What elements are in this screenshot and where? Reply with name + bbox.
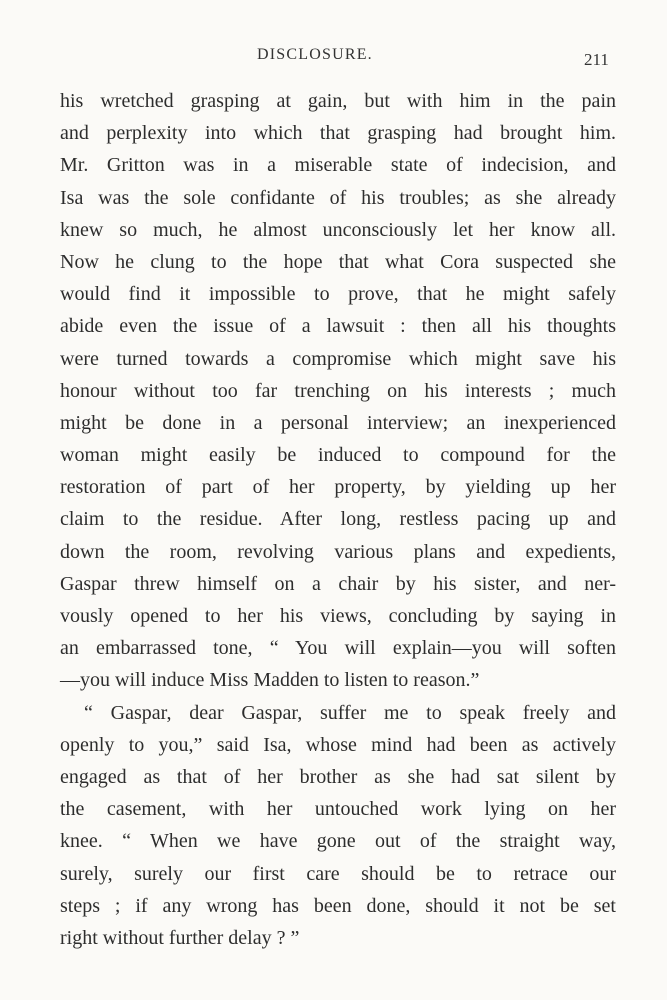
text-line: right without further delay ? ” bbox=[60, 926, 300, 949]
text-line: woman might easily be induced to compound for the bbox=[60, 444, 616, 467]
text-line: Now he clung to the hope that what Cora suspected she bbox=[60, 250, 616, 273]
text-line: down the room, revolving various plans and expedients, bbox=[60, 540, 616, 563]
text-line: abide even the issue of a lawsuit : then all his thoughts bbox=[60, 315, 616, 338]
text-line: and perplexity into which that grasping had brought him. bbox=[60, 122, 616, 145]
text-line: his wretched grasping at gain, but with him in the pain bbox=[60, 90, 616, 112]
text-line: —you will induce Miss Madden to listen to reason.” bbox=[60, 669, 480, 692]
text-line: engaged as that of her brother as she had sat silent by bbox=[60, 765, 616, 788]
running-head bbox=[0, 46, 667, 70]
page-number: 211 bbox=[584, 50, 609, 69]
running-title: DISCLOSURE. bbox=[257, 46, 373, 63]
text-line: might be done in a personal interview; an inexperienced bbox=[60, 411, 616, 434]
text-line: steps ; if any wrong has been done, should it not be set bbox=[60, 894, 616, 917]
text-line: “ Gaspar, dear Gaspar, suffer me to speak freely and bbox=[84, 701, 616, 724]
text-line: an embarrassed tone, “ You will explain—you will soften bbox=[60, 637, 616, 660]
text-line: the casement, with her untouched work lying on her bbox=[60, 798, 616, 821]
text-line: Gaspar threw himself on a chair by his sister, and ner- bbox=[60, 572, 616, 595]
text-line: openly to you,” said Isa, whose mind had been as actively bbox=[60, 733, 616, 756]
body-text bbox=[60, 85, 616, 954]
text-line: honour without too far trenching on his interests ; much bbox=[60, 379, 616, 402]
text-line: knee. “ When we have gone out of the straight way, bbox=[60, 830, 616, 853]
text-line: knew so much, he almost unconsciously let her know all. bbox=[60, 218, 616, 241]
text-line: surely, surely our first care should be to retrace our bbox=[60, 862, 616, 885]
text-line: Isa was the sole confidante of his troubles; as she already bbox=[60, 186, 616, 209]
text-line: claim to the residue. After long, restless pacing up and bbox=[60, 508, 616, 531]
text-line: would find it impossible to prove, that he might safely bbox=[60, 283, 616, 306]
text-line: restoration of part of her property, by yielding up her bbox=[60, 476, 616, 499]
text-line: were turned towards a compromise which might save his bbox=[60, 347, 616, 370]
text-line: Mr. Gritton was in a miserable state of indecision, and bbox=[60, 154, 616, 177]
text-line: vously opened to her his views, concluding by saying in bbox=[60, 605, 616, 627]
